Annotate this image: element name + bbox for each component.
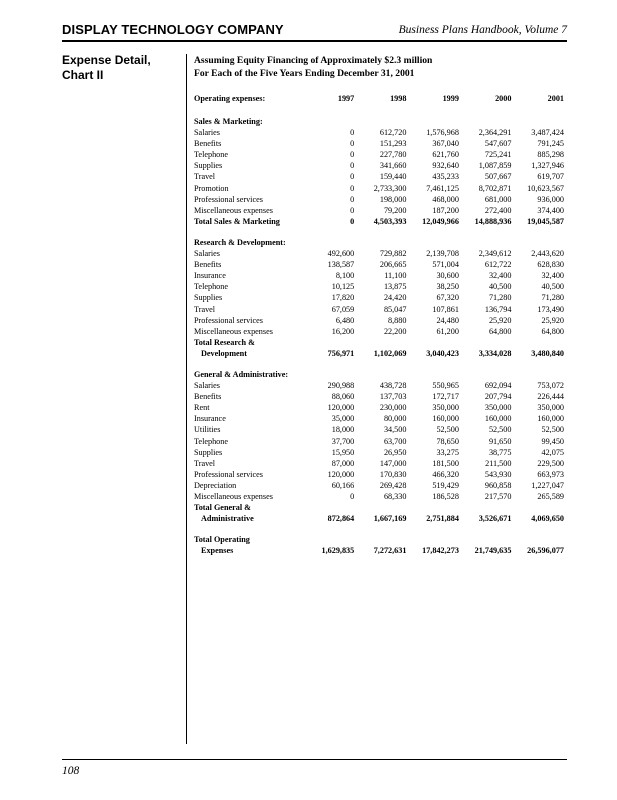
cell-value: 30,600 (436, 271, 459, 281)
row-label: Professional services (194, 315, 263, 325)
cell-value (302, 237, 354, 248)
cell-value: 4,069,650 (531, 514, 564, 524)
cell-value: 960,858 (484, 480, 512, 490)
cell-value: 3,040,423 (426, 348, 459, 358)
cell-value: 692,094 (484, 381, 512, 391)
table-row (194, 183, 564, 194)
cell-value: 0 (350, 216, 355, 226)
cell-value: 32,400 (488, 271, 512, 281)
row-label: Promotion (194, 183, 229, 193)
cell-value: 1,327,946 (531, 161, 564, 171)
table-row (194, 424, 564, 435)
cell-value: 729,882 (379, 249, 407, 259)
cell-value: 2,443,620 (531, 249, 564, 259)
cell-value: 99,450 (541, 436, 564, 446)
cell-value: 519,429 (432, 480, 459, 490)
cell-value: 725,241 (484, 150, 512, 160)
column-header-row (194, 92, 564, 106)
row-label: Benefits (194, 139, 222, 149)
row-label: Miscellaneous expenses (194, 326, 273, 336)
cell-value: 8,880 (388, 315, 407, 325)
table-row (194, 391, 564, 402)
cell-value (302, 369, 354, 380)
cell-value: 2001 (547, 94, 564, 104)
table-row (194, 326, 564, 337)
cell-value: 40,500 (488, 282, 512, 292)
row-label: Total Research & (194, 337, 255, 347)
cell-value: 12,049,966 (422, 216, 459, 226)
cell-value (302, 337, 354, 348)
cell-value: 1,227,047 (531, 480, 564, 490)
cell-value: 3,334,028 (478, 348, 512, 358)
vertical-rule (186, 54, 187, 744)
cell-value: 52,500 (436, 425, 459, 435)
cell-value: 0 (350, 183, 355, 193)
table-row (194, 138, 564, 149)
section-title-line2: Chart II (62, 68, 104, 82)
cell-value: 160,000 (484, 414, 512, 424)
cell-value: 468,000 (432, 194, 459, 204)
cell-value (406, 369, 459, 380)
cell-value: 17,842,273 (422, 546, 459, 556)
cell-value: 25,920 (488, 315, 512, 325)
cell-value: 492,600 (327, 249, 355, 259)
section-title-line1: Expense Detail, (62, 53, 151, 67)
cell-value: 78,650 (436, 436, 459, 446)
expense-table (194, 92, 564, 556)
row-label: Salaries (194, 381, 220, 391)
cell-value: 628,830 (537, 260, 564, 270)
cell-value: 230,000 (379, 403, 407, 413)
table-row (194, 380, 564, 391)
cell-value: 38,250 (436, 282, 459, 292)
cell-value: 550,965 (432, 381, 459, 391)
cell-value: 756,971 (327, 348, 355, 358)
cell-value: 91,650 (488, 436, 512, 446)
row-label: Insurance (194, 414, 226, 424)
row-label: Expenses (201, 546, 234, 556)
section-total-label-row (194, 502, 564, 513)
cell-value: 229,500 (537, 458, 564, 468)
row-label: Rent (194, 403, 210, 413)
cell-value: 507,667 (484, 172, 512, 182)
cell-value (302, 116, 354, 127)
cell-value: 137,703 (379, 392, 407, 402)
cell-value: 24,420 (383, 293, 407, 303)
cell-value: 619,707 (537, 172, 564, 182)
cell-value: 26,596,077 (527, 546, 564, 556)
row-label: Benefits (194, 260, 222, 270)
cell-value: 10,125 (331, 282, 355, 292)
spacer-row (194, 524, 564, 534)
cell-value: 120,000 (327, 403, 355, 413)
cell-value: 6,480 (335, 315, 355, 325)
table-row (194, 205, 564, 216)
cell-value: 4,503,393 (373, 216, 407, 226)
cell-value: 67,059 (331, 304, 355, 314)
cell-value: 38,775 (488, 447, 512, 457)
cell-value: 885,298 (537, 150, 564, 160)
cell-value (354, 337, 406, 348)
table-row (194, 160, 564, 171)
section-header (194, 237, 564, 248)
cell-value: 151,293 (379, 139, 407, 149)
cell-value: 24,480 (436, 315, 459, 325)
cell-value: 547,607 (484, 139, 512, 149)
cell-value (511, 116, 564, 127)
cell-value (354, 534, 406, 545)
cell-value: 15,950 (331, 447, 355, 457)
table-row (194, 402, 564, 413)
cell-value: 350,000 (484, 403, 512, 413)
cell-value: 0 (350, 492, 355, 501)
cell-value: 226,444 (537, 392, 564, 402)
section-total-row (194, 216, 564, 227)
cell-value: 2,733,300 (373, 183, 407, 193)
table-row (194, 259, 564, 270)
cell-value: 350,000 (432, 403, 459, 413)
cell-value: 2,364,291 (478, 128, 512, 138)
cell-value: 438,728 (379, 381, 407, 391)
table-row (194, 458, 564, 469)
cell-value: 435,233 (432, 172, 459, 182)
row-label: Research & Development: (194, 237, 286, 247)
cell-value: 7,461,125 (426, 183, 459, 193)
cell-value: 1999 (442, 94, 459, 104)
cell-value: 107,861 (432, 304, 459, 314)
cell-value: 663,973 (537, 469, 564, 479)
cell-value: 2,349,612 (478, 249, 512, 259)
cell-value (354, 369, 406, 380)
cell-value: 42,075 (541, 447, 564, 457)
cell-value: 350,000 (537, 403, 564, 413)
cell-value: 1,576,968 (426, 128, 459, 138)
cell-value (354, 237, 406, 248)
spacer-row (194, 106, 564, 116)
section-total-row (194, 513, 564, 524)
table-row (194, 248, 564, 259)
table-row (194, 315, 564, 326)
row-label: Supplies (194, 161, 223, 171)
cell-value: 753,072 (537, 381, 564, 391)
spacer-row (194, 359, 564, 369)
cell-value (511, 369, 564, 380)
spacer-row (194, 227, 564, 237)
table-row (194, 491, 564, 502)
header-rule (62, 40, 567, 42)
table-row (194, 127, 564, 138)
grand-total-label-row (194, 534, 564, 545)
row-label: Professional services (194, 469, 263, 479)
cell-value: 932,640 (432, 161, 459, 171)
cell-value: 147,000 (379, 458, 407, 468)
cell-value: 22,200 (383, 326, 407, 336)
section-total-label-row (194, 337, 564, 348)
cell-value: 290,988 (327, 381, 355, 391)
row-label: Miscellaneous expenses (194, 205, 273, 215)
cell-value: 1,667,169 (373, 514, 407, 524)
cell-value: 1997 (337, 94, 355, 104)
cell-value: 138,587 (327, 260, 355, 270)
cell-value: 80,000 (383, 414, 407, 424)
cell-value: 0 (350, 172, 355, 182)
row-label: Salaries (194, 128, 220, 138)
cell-value: 60,166 (331, 480, 355, 490)
row-label: Depreciation (194, 480, 237, 490)
cell-value: 8,702,871 (478, 183, 512, 193)
row-label: Benefits (194, 392, 222, 402)
cell-value: 173,490 (537, 304, 564, 314)
cell-value: 0 (350, 194, 355, 204)
cell-value: 3,480,840 (531, 348, 564, 358)
cell-value: 120,000 (327, 469, 355, 479)
section-total-row (194, 348, 564, 359)
cell-value: 79,200 (383, 205, 407, 215)
cell-value: 543,930 (484, 469, 512, 479)
row-label: Travel (194, 458, 216, 468)
row-label: Telephone (194, 150, 228, 160)
cell-value (302, 502, 354, 513)
section-title (62, 53, 151, 83)
cell-value: 791,245 (537, 139, 564, 149)
cell-value: 207,794 (484, 392, 512, 402)
row-label: Professional services (194, 194, 263, 204)
row-label: Supplies (194, 447, 223, 457)
cell-value: 0 (350, 139, 355, 149)
cell-value: 10,623,567 (527, 183, 564, 193)
cell-value (511, 237, 564, 248)
cell-value: 265,589 (537, 492, 564, 501)
table-row (194, 292, 564, 303)
section-header (194, 369, 564, 380)
cell-value: 341,660 (379, 161, 407, 171)
book-title: Business Plans Handbook, Volume 7 (398, 24, 567, 36)
cell-value: 571,004 (432, 260, 459, 270)
cell-value (406, 116, 459, 127)
cell-value: 71,280 (488, 293, 512, 303)
cell-value: 217,570 (484, 492, 512, 501)
cell-value (459, 502, 512, 513)
cell-value: 71,280 (541, 293, 564, 303)
cell-value: 64,800 (541, 326, 564, 336)
cell-value: 198,000 (379, 194, 407, 204)
cell-value (459, 534, 512, 545)
footer-rule (62, 759, 567, 760)
row-label: Travel (194, 172, 216, 182)
cell-value: 3,487,424 (531, 128, 564, 138)
row-label: Total Operating (194, 535, 250, 545)
cell-value: 186,528 (432, 492, 459, 501)
cell-value: 206,665 (379, 260, 407, 270)
cell-value: 88,060 (331, 392, 355, 402)
expense-chart (194, 54, 564, 556)
cell-value: 64,800 (488, 326, 512, 336)
cell-value (354, 116, 406, 127)
row-label: Total General & (194, 503, 252, 513)
table-row (194, 270, 564, 281)
table-row (194, 194, 564, 205)
cell-value: 159,440 (379, 172, 407, 182)
cell-value: 1,087,859 (478, 161, 512, 171)
table-row (194, 281, 564, 292)
cell-value: 211,500 (485, 458, 512, 468)
table-row (194, 413, 564, 424)
cell-value: 2,751,884 (426, 514, 459, 524)
row-label: Telephone (194, 436, 228, 446)
row-label: Telephone (194, 282, 228, 292)
cell-value (511, 337, 564, 348)
row-label: Total Sales & Marketing (194, 216, 280, 226)
cell-value: 40,500 (541, 282, 564, 292)
cell-value: 17,820 (331, 293, 355, 303)
cell-value: 466,320 (432, 469, 459, 479)
cell-value (459, 237, 512, 248)
cell-value (406, 237, 459, 248)
cell-value: 160,000 (432, 414, 459, 424)
table-row (194, 171, 564, 182)
row-label: Salaries (194, 249, 220, 259)
cell-value: 621,760 (432, 150, 459, 160)
row-label: Travel (194, 304, 216, 314)
cell-value: 63,700 (383, 436, 407, 446)
cell-value: 187,200 (432, 205, 459, 215)
cell-value: 52,500 (541, 425, 564, 435)
cell-value: 160,000 (537, 414, 564, 424)
cell-value: 18,000 (331, 425, 355, 435)
cell-value: 1998 (390, 94, 407, 104)
cell-value: 872,864 (327, 514, 355, 524)
cell-value: 13,875 (383, 282, 407, 292)
table-row (194, 447, 564, 458)
cell-value (511, 534, 564, 545)
cell-value: 61,200 (436, 326, 459, 336)
cell-value: 0 (350, 161, 355, 171)
grand-total-row (194, 545, 564, 556)
cell-value: 68,330 (383, 492, 407, 501)
company-header: DISPLAY TECHNOLOGY COMPANY (62, 22, 284, 37)
cell-value: 2000 (495, 94, 512, 104)
cell-value: 0 (350, 205, 355, 215)
section-header (194, 116, 564, 127)
table-row (194, 436, 564, 447)
cell-value (459, 369, 512, 380)
row-label: Supplies (194, 293, 223, 303)
cell-value: 269,428 (379, 480, 407, 490)
row-label: Administrative (201, 514, 254, 524)
cell-value (459, 116, 512, 127)
cell-value: 3,526,671 (478, 514, 512, 524)
cell-value: 170,830 (379, 469, 407, 479)
cell-value: 227,780 (379, 150, 407, 160)
chart-subtitle-1: Assuming Equity Financing of Approximately $2.3 million (194, 55, 433, 66)
cell-value: 25,920 (541, 315, 564, 325)
cell-value: 1,102,069 (373, 348, 407, 358)
row-label: Operating expenses: (194, 94, 266, 104)
cell-value: 35,000 (331, 414, 355, 424)
cell-value: 8,100 (335, 271, 355, 281)
row-label: Sales & Marketing: (194, 117, 263, 126)
cell-value: 0 (350, 150, 355, 160)
table-row (194, 149, 564, 160)
row-label: Insurance (194, 271, 226, 281)
cell-value: 0 (350, 128, 355, 138)
cell-value (459, 337, 512, 348)
cell-value: 26,950 (383, 447, 407, 457)
cell-value: 19,045,587 (527, 216, 564, 226)
cell-value: 32,400 (541, 271, 564, 281)
row-label: Development (201, 348, 247, 358)
cell-value: 936,000 (537, 194, 564, 204)
cell-value: 14,888,936 (474, 216, 512, 226)
cell-value: 272,400 (484, 205, 512, 215)
cell-value: 52,500 (488, 425, 512, 435)
cell-value (302, 534, 354, 545)
cell-value: 16,200 (331, 326, 355, 336)
cell-value: 85,047 (383, 304, 407, 314)
cell-value: 612,722 (484, 260, 512, 270)
cell-value: 33,275 (436, 447, 459, 457)
chart-subtitle-2: For Each of the Five Years Ending December 31, 2001 (194, 68, 415, 79)
cell-value (511, 502, 564, 513)
cell-value: 11,100 (384, 271, 407, 281)
cell-value: 21,749,635 (474, 546, 512, 556)
cell-value: 374,400 (537, 205, 564, 215)
cell-value: 87,000 (331, 458, 355, 468)
cell-value (406, 534, 459, 545)
table-row (194, 304, 564, 315)
cell-value: 7,272,631 (373, 546, 407, 556)
cell-value (354, 502, 406, 513)
cell-value: 181,500 (432, 458, 459, 468)
row-label: Miscellaneous expenses (194, 492, 273, 501)
cell-value: 67,320 (436, 293, 459, 303)
row-label: Utilities (194, 425, 221, 435)
cell-value: 681,000 (484, 194, 512, 204)
cell-value (406, 502, 459, 513)
cell-value: 34,500 (383, 425, 407, 435)
cell-value: 2,139,708 (426, 249, 459, 259)
page-number: 108 (62, 765, 80, 777)
cell-value: 367,040 (432, 139, 459, 149)
cell-value: 37,700 (331, 436, 355, 446)
cell-value (406, 337, 459, 348)
table-row (194, 469, 564, 480)
cell-value: 136,794 (484, 304, 512, 314)
cell-value: 172,717 (432, 392, 459, 402)
cell-value: 1,629,835 (321, 546, 355, 556)
row-label: General & Administrative: (194, 369, 289, 379)
table-row (194, 480, 564, 491)
cell-value: 612,720 (379, 128, 407, 138)
